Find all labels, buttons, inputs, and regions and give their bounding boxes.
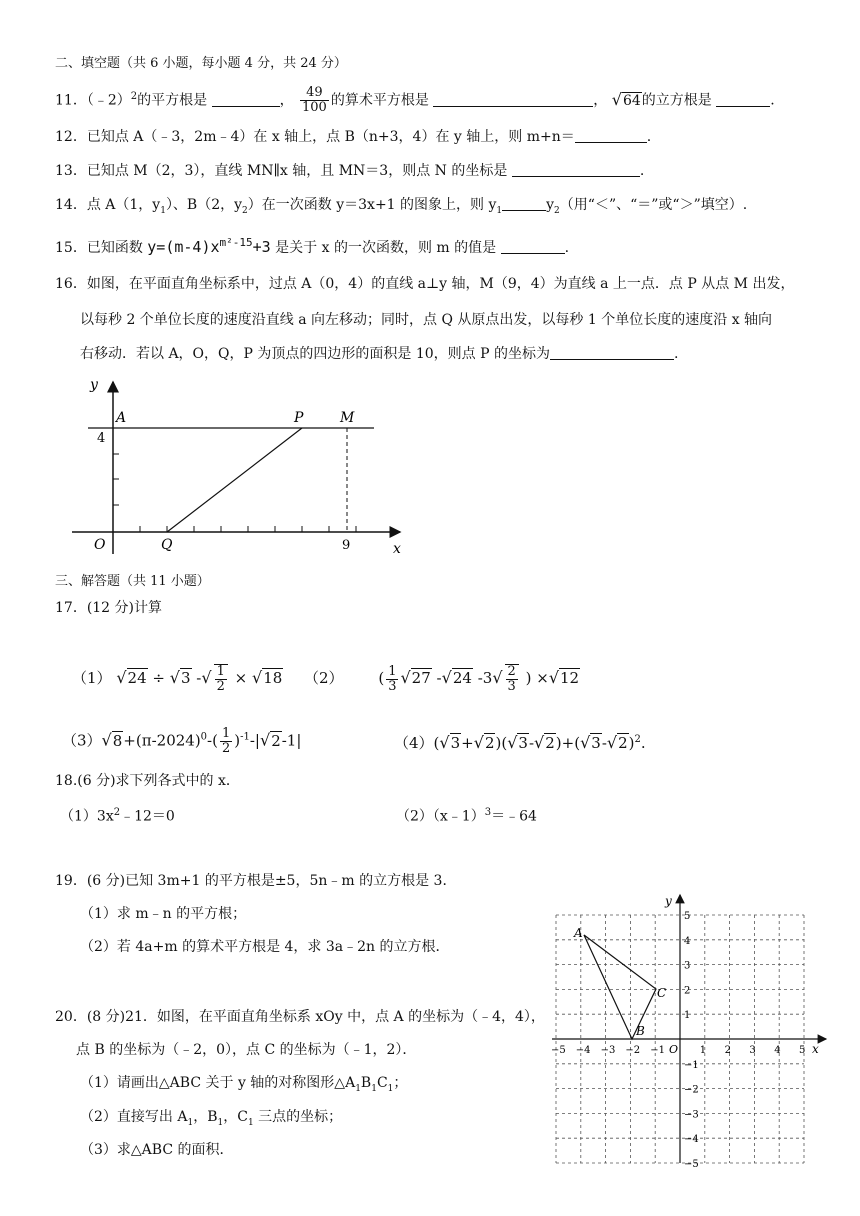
question-17-title: 17．(12 分)计算 [55, 600, 163, 616]
section-2-title: 二、填空题（共 6 小题，每小题 4 分，共 24 分） [55, 56, 347, 71]
question-12: 12．已知点 A（﹣3，2m﹣4）在 x 轴上，点 B（n+3，4）在 y 轴上，则 m+n＝ . [55, 129, 652, 145]
y-tick-label: −2 [684, 1084, 699, 1096]
q18-part-2: （2）（x﹣1）$^3$＝﹣64 [396, 807, 537, 825]
q18-part-1: $(1)3x^2﹣12=0$ [60, 807, 175, 825]
label-x: x [393, 541, 401, 557]
answer-blank[interactable] [502, 196, 546, 211]
label-o: O [669, 1043, 679, 1056]
question-20-line-2: 点 B 的坐标为（﹣2，0），点 C 的坐标为（﹣1，2）． [76, 1042, 417, 1058]
answer-blank[interactable] [550, 345, 674, 360]
label-m: M [340, 410, 355, 426]
q17-expr-2: （2） ( $\frac{1}{3}$ √27 -√24 -3√ $\frac{2}{3}$ ) ×√12 [304, 663, 580, 694]
y-tick-label: −4 [684, 1134, 699, 1146]
label-q: Q [161, 537, 173, 553]
question-15: 15．已知函数 $y=(m-4)x^{m^2-15}+3$ 是关于 x 的一次函数，则 m 的值是 . [55, 236, 570, 256]
fraction: $\frac{49}{100}$ [302, 85, 327, 115]
x-tick-label: 4 [774, 1045, 781, 1056]
q20-grid-figure [540, 885, 840, 1170]
section-3-title: 三、解答题（共 11 小题） [55, 574, 210, 589]
label-4: 4 [97, 431, 106, 446]
question-20-line-1: 20．(8 分)21．如图，在平面直角坐标系 xOy 中，点 A 的坐标为（﹣4，4）， [55, 1009, 545, 1025]
q19-part-1: （1）求 m﹣n 的平方根； [80, 906, 247, 922]
q17-expr-4: $(4)(√3+√2)(√3-√2)+(√3-√2)^2$. [394, 733, 646, 752]
label-c: C [657, 986, 667, 1000]
x-tick-label: 5 [799, 1045, 806, 1056]
q20-part-1: （1）请画出△ABC 关于 y 轴的对称图形$\triangle A_1B_1C_1$； [80, 1075, 408, 1094]
question-19-title: 19．(6 分)已知 3m+1 的平方根是±5，5n﹣m 的立方根是 3． [55, 873, 457, 889]
question-14: 14．点 A（1，$y_1$）、B（2，$y_2$）在一次函数 y＝3x+1 的图象上，则 $y_1$ $y_2$（用“＜”、“＝”或“＞”填空）. [55, 197, 748, 216]
q20-part-2: （2）直接写出 $A_1$，$B_1$，$C_1$ 三点的坐标； [80, 1109, 343, 1128]
question-13: 13．已知点 M（2，3），直线 MN∥x 轴，且 MN＝3，则点 N 的坐标是 . [55, 163, 645, 179]
label-a: A [574, 926, 583, 940]
x-tick-label: 1 [699, 1045, 707, 1056]
label-b: B [636, 1024, 645, 1038]
label-x: x [812, 1042, 819, 1056]
x-tick-label: −4 [575, 1045, 591, 1056]
y-tick-label: −5 [684, 1159, 699, 1170]
y-tick-label: 2 [684, 985, 691, 997]
answer-blank[interactable] [501, 239, 565, 254]
question-18-title: 18.(6 分)求下列各式中的 x． [55, 773, 240, 789]
label-p: P [294, 410, 304, 426]
x-tick-label: 3 [749, 1045, 756, 1056]
answer-blank[interactable] [716, 92, 770, 107]
label-y: y [665, 894, 672, 908]
x-tick-label: −3 [600, 1045, 616, 1056]
q16-figure [60, 372, 410, 560]
x-tick-label: −2 [625, 1045, 641, 1056]
y-tick-label: 3 [684, 960, 691, 972]
answer-blank[interactable] [433, 92, 593, 107]
label-o: O [94, 537, 106, 553]
y-tick-label: −3 [684, 1109, 699, 1121]
answer-blank[interactable] [575, 128, 647, 143]
label-9: 9 [342, 538, 351, 553]
y-tick-label: 5 [684, 911, 691, 922]
label-y: y [90, 377, 98, 393]
y-tick-label: 1 [684, 1010, 691, 1022]
question-11: 11．（﹣2）$^2$的平方根是 ， $\frac{49}{100}$ 的算术平方根是 ， √64的立方根是 . [55, 85, 775, 115]
x-tick-label: −1 [650, 1045, 665, 1056]
question-16-line-3: 右移动．若以 A，O，Q，P 为顶点的四边形的面积是 10，则点 P 的坐标为 . [80, 346, 679, 362]
x-tick-label: 2 [724, 1045, 731, 1056]
y-tick-label: −1 [684, 1059, 699, 1071]
radical: √64 [611, 89, 641, 109]
segment-qp [167, 428, 302, 532]
label-a: A [116, 410, 127, 426]
function-formula: $y=(m-4)x^{m^2-15}+3$ [147, 236, 271, 256]
q17-expr-1: （1） √24 ÷ √3 -√ $\frac{1}{2}$ × √18 [72, 664, 283, 694]
question-16-line-1: 16．如图，在平面直角坐标系中，过点 A（0，4）的直线 a⊥y 轴，M（9，4）为直线 a 上一点．点 P 从点 M 出发， [55, 276, 795, 292]
q17-expr-3: $(3)√8+(\pi-2024)^0-$( $\frac{1}{2}$ )$^{-1}$-|√2-1| [62, 726, 302, 756]
q20-part-3: （3）求△ABC 的面积． [80, 1142, 234, 1158]
q19-part-2: （2）若 4a+m 的算术平方根是 4，求 3a﹣2n 的立方根． [80, 939, 450, 955]
y-tick-label: 4 [684, 935, 691, 947]
x-tick-label: −5 [551, 1045, 566, 1056]
question-16-line-2: 以每秒 2 个单位长度的速度沿直线 a 向左移动；同时，点 Q 从原点出发，以每秒 1 个单位长度的速度沿 x 轴向 [80, 312, 773, 328]
answer-blank[interactable] [212, 92, 280, 107]
answer-blank[interactable] [512, 162, 640, 177]
triangle-abc [584, 935, 656, 1039]
